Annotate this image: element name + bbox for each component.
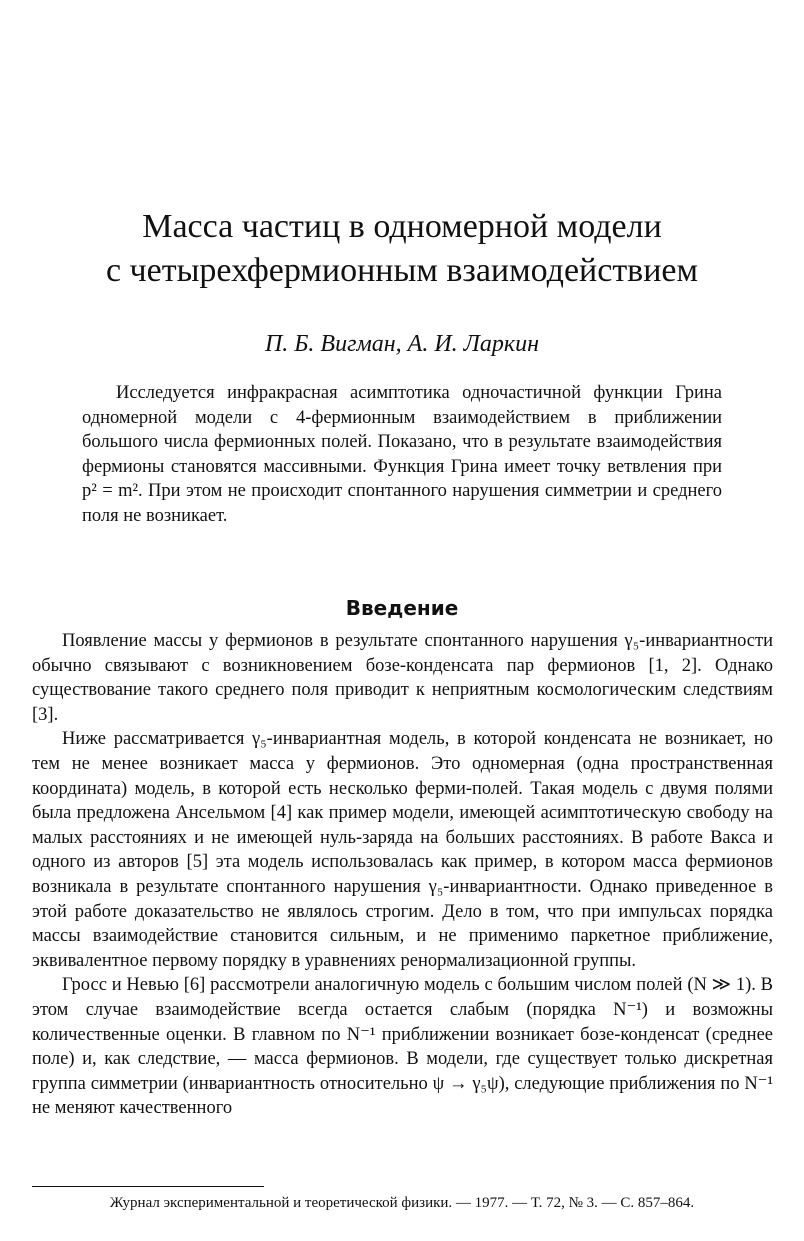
paragraph-3: Гросс и Невью [6] рассмотрели аналогичную модель с большим числом полей (N ≫ 1). В этом случае взаимодействие всегда остается слабым (порядка N⁻¹) и возможны количественные оценки. В главном по N⁻¹ приближении возникает бозе-конденсат (среднее поле) и, как следствие, — масса фермионов. В модели, где существует только дискретная группа симметрии (инвариантность относительно ψ → γ₅ψ), следующие приближения по N⁻¹ не меняют качественного xyxy=(32,975,773,1119)
footnote: Журнал экспериментальной и теоретической физики. — 1977. — Т. 72, № 3. — С. 857–864. xyxy=(109,1195,695,1211)
title-line-2: с четырехфермионным взаимодействием xyxy=(105,252,699,289)
title-line-1: Масса частиц в одномерной модели xyxy=(142,208,662,245)
abstract xyxy=(82,381,722,529)
authors: П. Б. Вигман, А. И. Ларкин xyxy=(264,331,540,357)
paragraph-1: Появление массы у фермионов в результате спонтанного нарушения γ₅-инвариантности обычно связывают с возникновением бозе-конденсата пар фермионов [1, 2]. Однако существование такого среднего поля приводит к неприятным космологическим следствиям [3]. xyxy=(32,631,773,725)
abstract-text: Исследуется инфракрасная асимптотика одночастичной функции Грина одномерной модели с 4-фермионным взаимодействием в приближении большого числа фермионных полей. Показано, что в результате взаимодействия фермионы становятся массивными. Функция Грина имеет точку ветвления при p² = m². При этом не происходит спонтанного нарушения симметрии и среднего поля не возникает. xyxy=(82,383,722,526)
paragraph-2: Ниже рассматривается γ₅-инвариантная модель, в которой конденсата не возникает, но тем не менее возникает масса у фермионов. Это одномерная (одна пространственная координата) модель, в которой есть несколько ферми-полей. Такая модель с двумя полями была предложена Ансельмом [4] как пример модели, имеющей асимптотическую свободу на малых расстояниях и не имеющей нуль-заряда на больших расстояниях. В работе Вакса и одного из авторов [5] эта модель использовалась как пример, в котором масса фермионов возникала в результате спонтанного нарушения γ₅-инвариантности. Однако приведенное в этой работе доказательство не являлось строгим. Дело в том, что при импульсах порядка массы взаимодействие становится сильным, и не применимо паркетное приближение, эквивалентное первому порядку в уравнениях ренормализационной группы. xyxy=(32,729,773,971)
body-text xyxy=(32,629,773,1121)
footnote-rule xyxy=(32,1186,264,1187)
section-heading: Введение xyxy=(345,596,459,620)
paper-title xyxy=(0,205,804,293)
